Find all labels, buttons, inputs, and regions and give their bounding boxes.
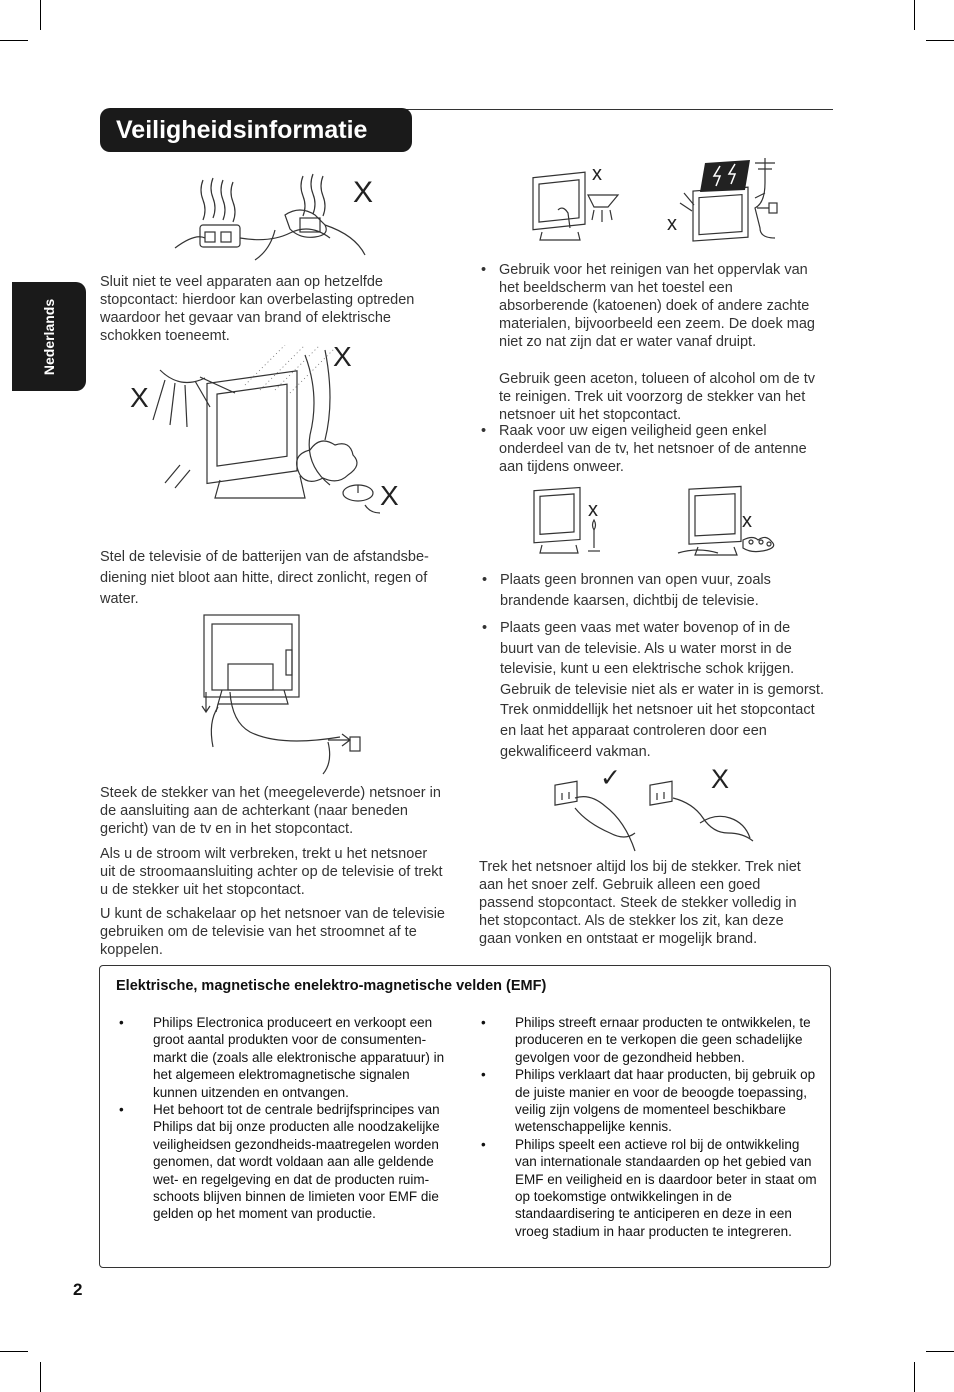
bullet-point: • [481,262,487,278]
bullet-text: Plaats geen bronnen van open vuur, zoals brandende kaarsen, dichtbij de televisie. [500,572,771,609]
emf-title: Elektrische, magnetische enelektro-magnetische velden (EMF) [116,978,547,994]
crop-mark [926,40,954,41]
emf-item-text: Philips verklaart dat haar producten, bij gebruik op de juiste manier en voor de beoogde toepassing, veilig zijn volgens de momenteel beschikbare wetenschappelijke kennis. [515,1067,816,1135]
paragraph-plug-in: Steek de stekker van het (meegeleverde) netsnoer in de aansluiting aan de achterkant (naar beneden gericht) van de tv en in het stopcontact. [100,785,441,837]
tv-cleaning-illustration [530,170,630,245]
crop-mark [914,0,915,30]
emf-list-right [478,1014,821,1240]
bullet-point: • [481,1136,486,1152]
crop-mark [926,1351,954,1352]
bullet-point: • [119,1102,124,1118]
crop-mark [0,1351,28,1352]
emf-item [478,1066,821,1136]
page-number: 2 [73,1280,83,1299]
paragraph-heat: Stel de televisie of de batterijen van de afstandsbe-diening niet bloot aan hitte, direct zonlicht, regen of water. [100,549,429,607]
unplug-correct-illustration [550,778,640,853]
bullet-text: Plaats geen vaas met water bovenop of in de buurt van de televisie. Als u water morst in de televisie, kunt u een elektrische schok krijgen. Gebruik de televisie niet als er water in is gemorst. Trek onmiddellijk het netsnoer uit het stopcontact en laat het apparaat controleren door een gekwalificeerd vakman. [500,620,824,760]
tv-lightning-illustration [665,158,785,253]
emf-item [478,1014,821,1066]
bullet-point: • [119,1015,124,1030]
tv-vase-illustration [673,485,783,560]
x-mark: X [380,480,399,511]
tv-back-power-cord-illustration [198,612,368,777]
bullet-text: Gebruik voor het reinigen van het oppervlak van het beeldscherm van het toestel een absorberende (katoenen) doek of andere zachte materialen, bijvoorbeeld een zeem. De doek mag niet zo nat zijn dat er water vanaf druipt. [499,262,815,350]
language-label: Nederlands [41,298,57,375]
tv-heat-sun-water-illustration [125,345,410,520]
unplug-wrong-illustration [645,778,760,853]
page-title: Veiligheidsinformatie [100,108,412,152]
bullet-open-fire [482,570,820,612]
x-mark: X [353,176,374,209]
bullet-point: • [481,1015,486,1030]
crop-mark [914,1362,915,1392]
crop-mark [40,0,41,30]
bullet-cleaning [481,261,824,351]
emf-item [116,1014,456,1101]
emf-item-text: Philips speelt een actieve rol bij de ontwikkeling van internationale standaarden op het gebied van EMF en veiligheid en is daardoor beter in staat om op toekomstige ontwikkelingen in de standaardisering te anticiperen en deze in een vroeg stadium in haar producten te integreren. [515,1136,817,1239]
bullet-vase [482,618,825,762]
header-rule [400,109,833,110]
tv-candle-illustration [530,485,610,560]
x-mark-small: x [742,510,752,532]
bullet-thunderstorm [481,422,819,476]
paragraph-overload: Sluit niet te veel apparaten aan op hetzelfde stopcontact: hierdoor kan overbelasting optreden waardoor het gevaar van brand of elektrische schokken toeneemt. [100,274,415,344]
emf-box [99,965,831,1268]
bullet-point: • [481,423,487,439]
emf-list-left [116,1014,456,1223]
paragraph-switch: U kunt de schakelaar op het netsnoer van de televisie gebruiken om de televisie van het stroomnet af te koppelen. [100,906,445,958]
bullet-point: • [482,572,488,588]
emf-item-text: Het behoort tot de centrale bedrijfsprincipes van Philips dat bij onze producten alle noodzakelijke veiligheidsen gezondheids-maatregelen worden genomen, dat wordt voldaan aan alle geldende wet- en regelgeving en dat de producten ruim-schoots blijven binnen de limieten voor EMF die gelden op het moment van productie. [153,1102,440,1222]
emf-item [478,1136,821,1240]
x-mark: X [130,382,149,413]
crop-mark [0,40,28,41]
paragraph-unplug: Trek het netsnoer altijd los bij de stekker. Trek niet aan het snoer zelf. Gebruik alleen een goed passend stopcontact. Steek de stekker volledig in het stopcontact. Als de stekker los zit, kan deze gaan vonken en ontstaat er mogelijk brand. [479,859,801,947]
paragraph-disconnect: Als u de stroom wilt verbreken, trekt u het netsnoer uit de stroomaansluiting achter op de televisie of trekt u de stekker uit het stopcontact. [100,846,443,898]
emf-item-text: Philips streeft ernaar producten te ontwikkelen, te produceren en te verkopen die geen schadelijke gevolgen voor de gezondheid hebben. [515,1015,811,1065]
x-mark-small: x [592,163,602,185]
bullet-text: Raak voor uw eigen veiligheid geen enkel onderdeel van de tv, het netsnoer of de antenne aan tijdens onweer. [499,423,807,475]
x-mark: X [333,341,352,372]
x-mark-small: x [588,499,598,521]
paragraph-no-solvents: Gebruik geen aceton, tolueen of alcohol om de tv te reinigen. Trek uit voorzorg de stekker van het netsnoer uit het stopcontact. [499,371,815,423]
x-mark: X [711,764,730,794]
x-mark-small: x [667,213,677,235]
check-mark: ✓ [600,764,621,792]
bullet-point: • [482,620,488,636]
bullet-point: • [481,1067,486,1083]
emf-item [116,1101,456,1223]
language-tab [12,282,86,391]
emf-item-text: Philips Electronica produceert en verkoopt een groot aantal produkten voor de consumenten-markt die (zoals alle elektronische apparatuur) in het algemeen elektromagnetische signalen kunnen uitzenden en ontvangen. [153,1015,445,1100]
crop-mark [40,1362,41,1392]
